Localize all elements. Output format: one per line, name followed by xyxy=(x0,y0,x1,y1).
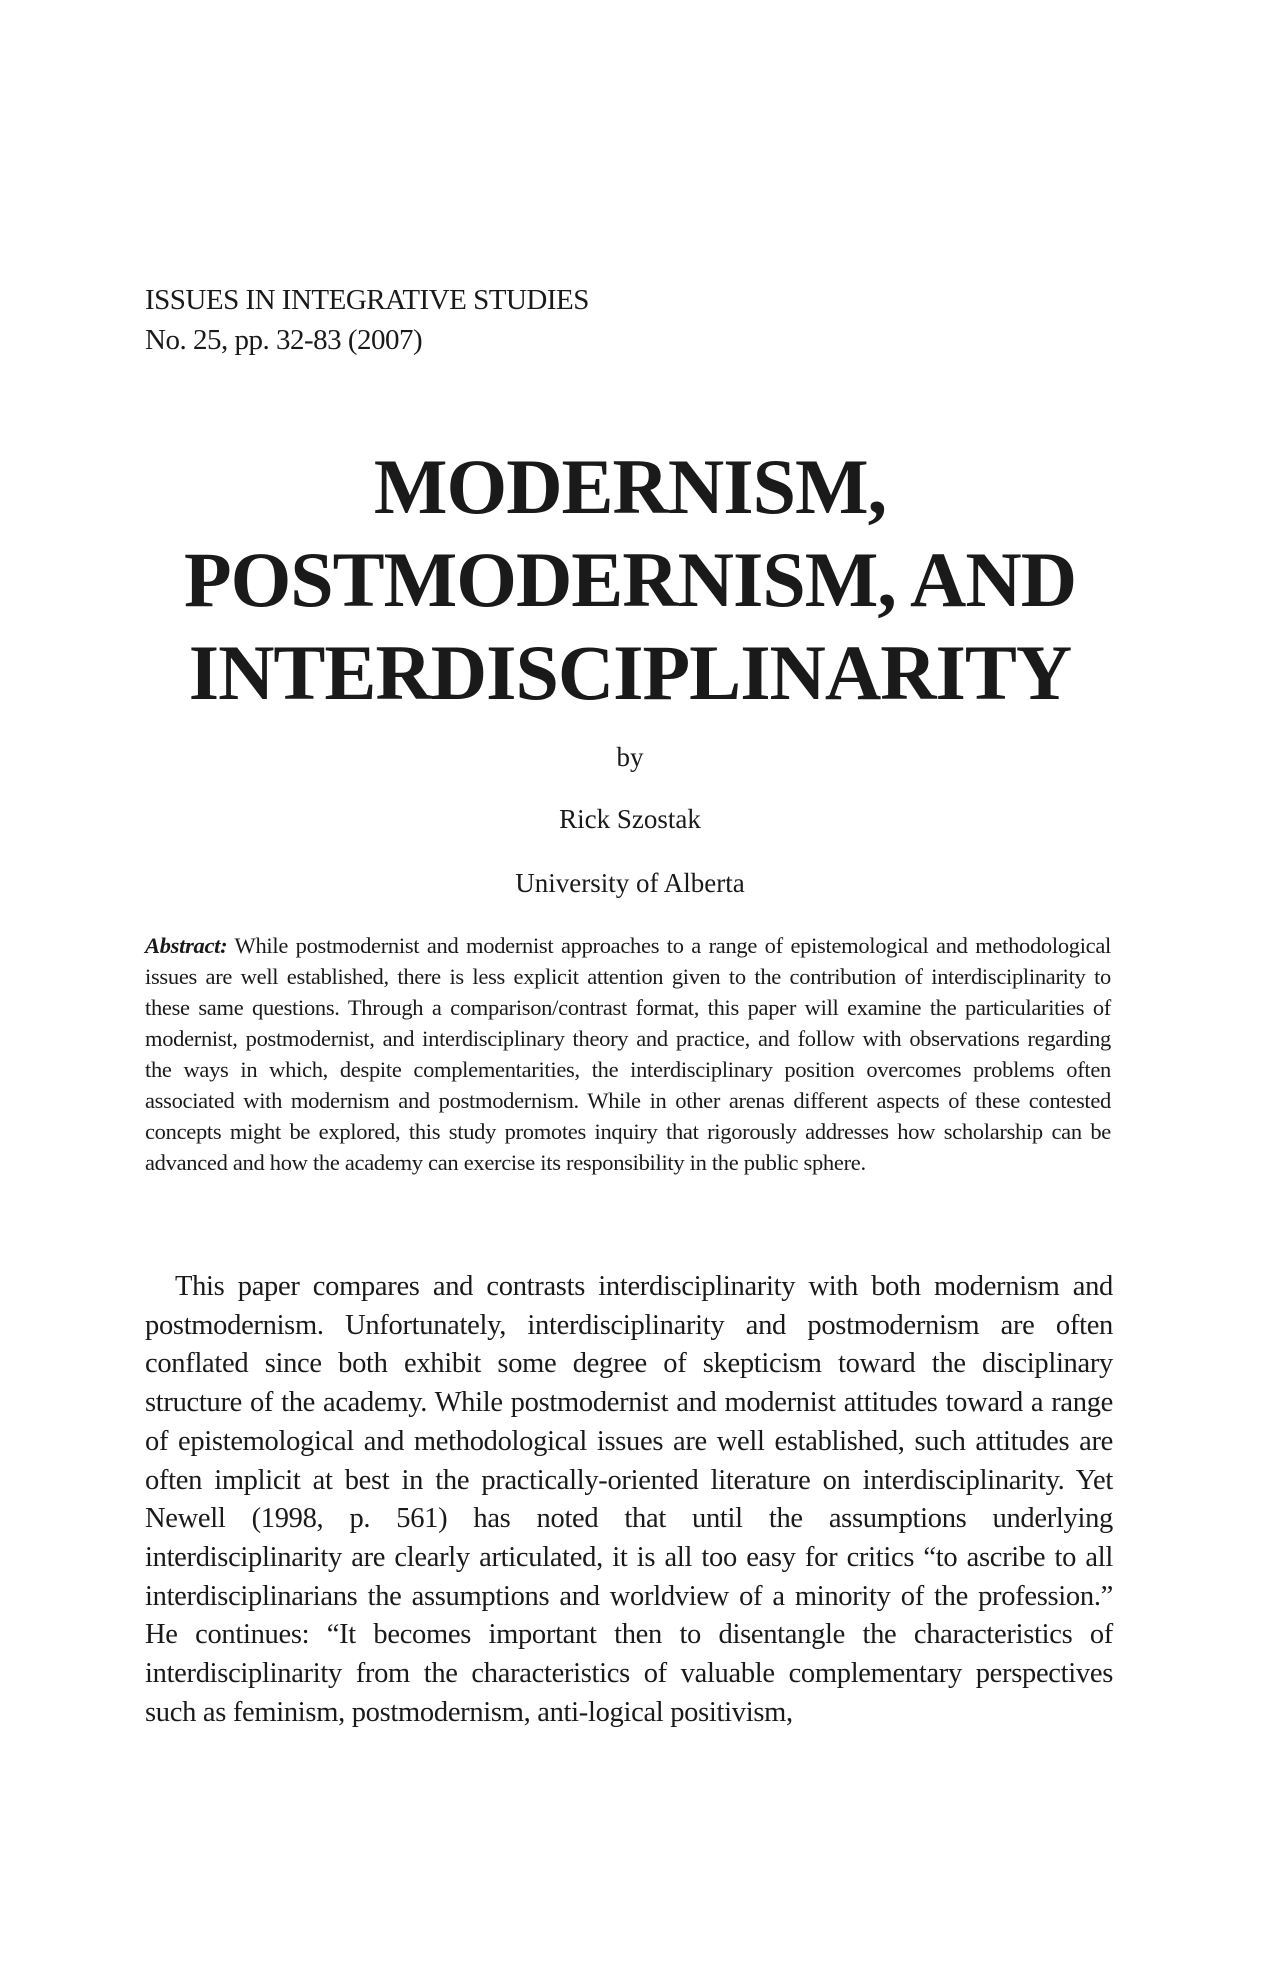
abstract xyxy=(145,930,1111,1178)
journal-citation: No. 25, pp. 32-83 (2007) xyxy=(145,324,423,356)
title-line-3: INTERDISCIPLINARITY xyxy=(188,629,1072,716)
author-affiliation: University of Alberta xyxy=(515,868,745,898)
abstract-label: Abstract: xyxy=(145,933,228,958)
abstract-text: While postmodernist and modernist approaches to a range of epistemological and methodological issues are well established, there is less explicit attention given to the contribution of interdisciplinarity to these same questions. Through a comparison/contrast format, this paper will examine the particularities of modernist, postmodernist, and interdisciplinary theory and practice, and follow with observations regarding the ways in which, despite complementarities, the interdisciplinary position overcomes problems often associated with modernism and postmodernism. While in other arenas different aspects of these contested concepts might be explored, this study promotes inquiry that rigorously addresses how scholarship can be advanced and how the academy can exercise its responsibility in the public sphere. xyxy=(145,933,1111,1175)
body-paragraph: This paper compares and contrasts interdisciplinarity with both modernism and postmodernism. Unfortunately, interdisciplinarity and postmodernism are often conflated since both exhibit some degree of skepticism toward the disciplinary structure of the academy. While postmodernist and modernist attitudes toward a range of epistemological and methodological issues are well established, such attitudes are often implicit at best in the practically-oriented literature on interdisciplinarity. Yet Newell (1998, p. 561) has noted that until the assumptions underlying interdisciplinarity are clearly articulated, it is all too easy for critics “to ascribe to all interdisciplinarians the assumptions and worldview of a minority of the profession.” He continues: “It becomes important then to disentangle the characteristics of interdisciplinarity from the characteristics of valuable complementary perspectives such as feminism, postmodernism, anti-logical positivism, xyxy=(145,1271,1113,1728)
title-line-1: MODERNISM, xyxy=(373,443,887,530)
journal-name: ISSUES IN INTEGRATIVE STUDIES xyxy=(145,284,589,316)
byline-by: by xyxy=(616,742,644,772)
journal-header xyxy=(145,280,589,360)
title-line-2: POSTMODERNISM, AND xyxy=(183,536,1077,623)
article-title xyxy=(140,440,1120,719)
author-name: Rick Szostak xyxy=(559,804,701,834)
